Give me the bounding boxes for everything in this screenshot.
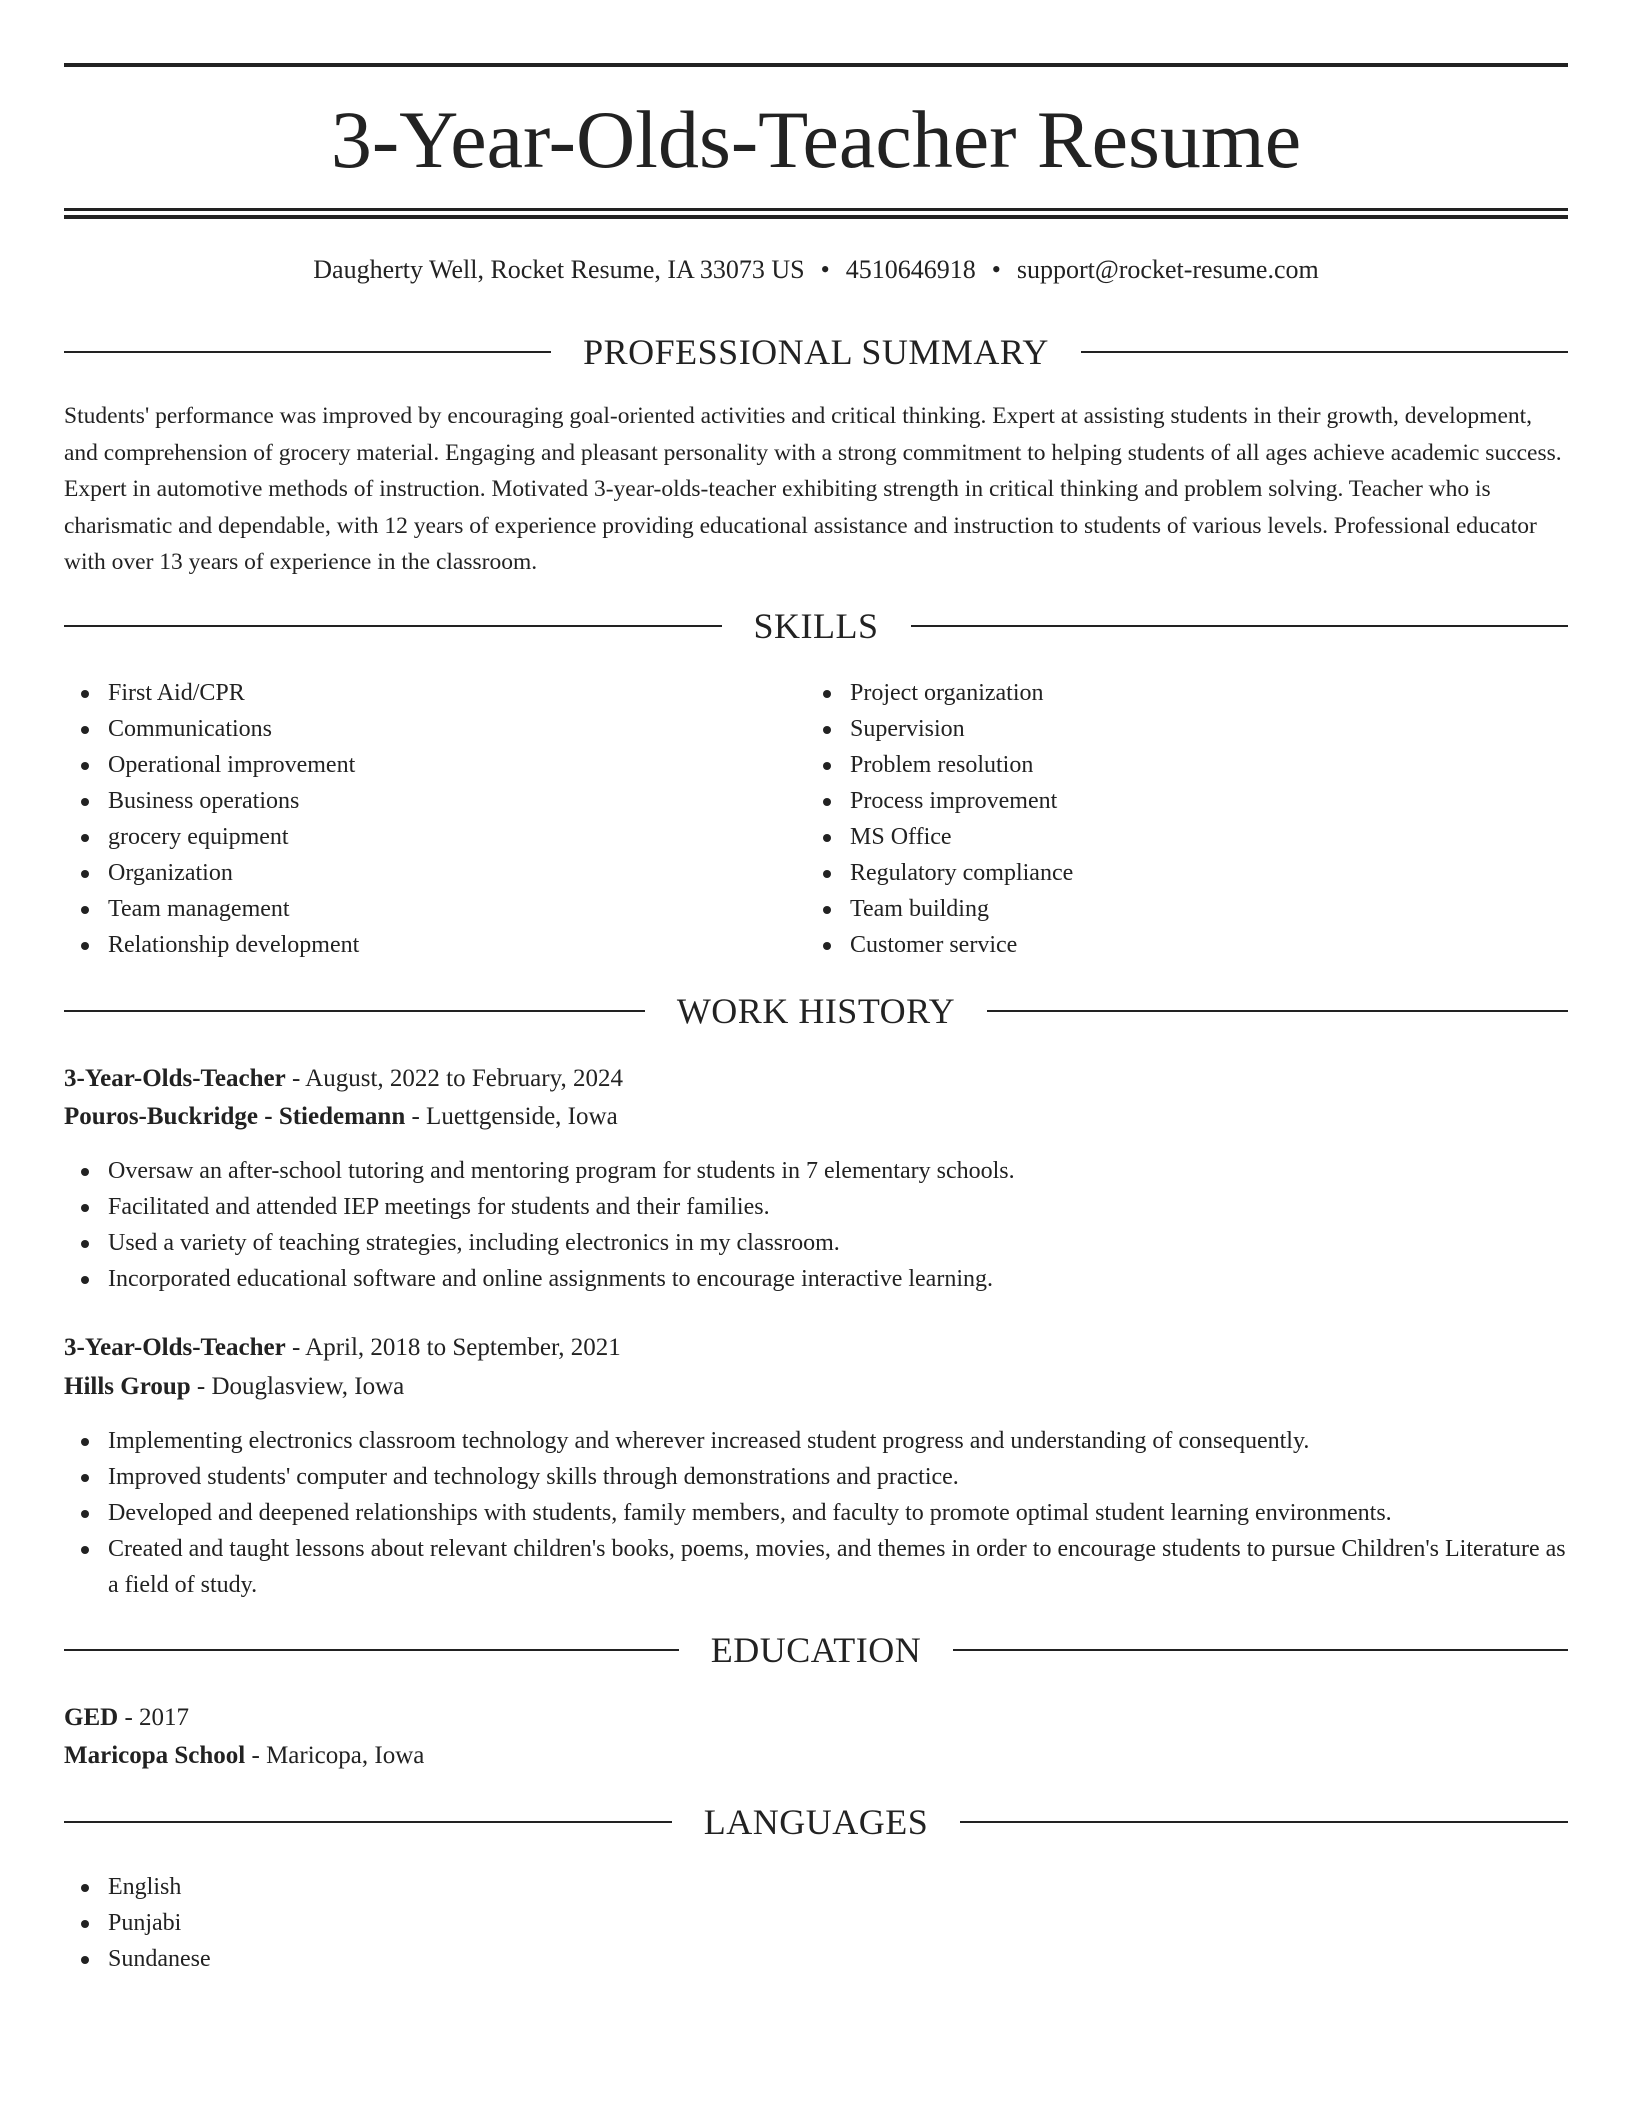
section-rule [64,625,722,627]
bullet-icon [823,834,831,842]
title-rule-upper [64,208,1568,211]
bullet-icon [81,1240,89,1248]
bullet-icon [81,798,89,806]
section-header-skills [64,604,1568,648]
section-rule [1081,351,1568,353]
skill-label: Team management [108,896,290,922]
bullet-icon [823,798,831,806]
bullet-icon [823,870,831,878]
skill-item [806,891,1506,927]
job-duty [64,1189,1568,1225]
skill-item [64,927,764,963]
bullet-icon [81,1920,89,1928]
bullet-icon [81,1276,89,1284]
bullet-icon [81,1884,89,1892]
resume-title: 3-Year-Olds-Teacher Resume [330,94,1302,185]
skill-item [64,783,764,819]
skill-label: First Aid/CPR [108,680,245,706]
section-header-languages [64,1800,1568,1844]
education-school: Maricopa School [64,1742,246,1769]
education-degree-line [64,1700,189,1736]
section-title-summary: PROFESSIONAL SUMMARY [583,332,1049,372]
language-item [64,1941,764,1977]
bullet-icon [81,942,89,950]
job-duty-text: Used a variety of teaching strategies, including electronics in my classroom. [108,1230,840,1256]
job-duty-text: Implementing electronics classroom technology and wherever increased student progress and understanding of consequently. [108,1428,1310,1454]
section-rule [64,1821,672,1823]
bullet-icon [81,690,89,698]
skill-item [64,855,764,891]
job-duty-text: Incorporated educational software and online assignments to encourage interactive learning. [108,1266,993,1292]
skill-label: Business operations [108,788,300,814]
bullet-icon [81,1546,89,1554]
contact-separator: • [820,255,830,284]
section-rule [987,1010,1568,1012]
skill-item [64,891,764,927]
job-location: - Luettgenside, Iowa [405,1103,618,1130]
job-duty-text: Developed and deepened relationships with students, family members, and faculty to promote optimal student learning environments. [108,1500,1392,1526]
skill-label: Operational improvement [108,752,356,778]
bullet-icon [81,1204,89,1212]
section-title-skills: SKILLS [753,606,879,646]
section-rule [64,1010,645,1012]
section-rule [64,351,551,353]
job-duty-text: Facilitated and attended IEP meetings for students and their families. [108,1194,770,1220]
skill-label: MS Office [850,824,952,850]
job-company: Hills Group [64,1373,191,1400]
section-title-education: EDUCATION [710,1630,922,1670]
skill-item [806,783,1506,819]
education-location: - Maricopa, Iowa [245,1742,425,1769]
skill-item [806,819,1506,855]
skill-label: Customer service [850,932,1018,958]
skill-item [806,747,1506,783]
job-company-line [64,1099,618,1135]
skill-item [806,927,1506,963]
bullet-icon [81,1438,89,1446]
skill-item [64,747,764,783]
job-title-line [64,1330,621,1366]
skill-item [64,819,764,855]
job-title-line [64,1061,623,1097]
bullet-icon [81,1168,89,1176]
bullet-icon [81,1510,89,1518]
job-duty [64,1495,1568,1531]
skill-label: Problem resolution [850,752,1034,778]
skill-label: Regulatory compliance [850,860,1074,886]
skill-label: Supervision [850,716,965,742]
bullet-icon [823,762,831,770]
job-location: - Douglasview, Iowa [190,1373,405,1400]
job-title: 3-Year-Olds-Teacher [64,1334,286,1361]
section-title-work: WORK HISTORY [676,991,956,1031]
skill-label: grocery equipment [108,824,289,850]
job-duty [64,1225,1568,1261]
bullet-icon [81,1956,89,1964]
job-dates: - April, 2018 to September, 2021 [285,1334,621,1361]
job-duty [64,1459,1568,1495]
bullet-icon [823,906,831,914]
section-rule [64,1649,679,1651]
skill-item [806,711,1506,747]
languages-list [64,1869,764,1977]
job-duty [64,1531,1568,1603]
skill-label: Team building [850,896,989,922]
contact-address: Daugherty Well, Rocket Resume, IA 33073 US [313,255,805,284]
job-duty-text: Created and taught lessons about relevant children's books, poems, movies, and themes in order to encourage students to pursue Children's Literature as a field of study. [108,1536,1566,1598]
language-label: English [108,1874,182,1900]
skill-item [806,675,1506,711]
skill-item [806,855,1506,891]
contact-phone: 4510646918 [845,255,976,284]
job-duty-text: Improved students' computer and technology skills through demonstrations and practice. [108,1464,959,1490]
skill-label: Communications [108,716,272,742]
section-rule [960,1821,1568,1823]
job-duty [64,1261,1568,1297]
contact-email: support@rocket-resume.com [1016,255,1319,284]
language-label: Sundanese [108,1946,211,1972]
skill-item [64,711,764,747]
section-rule [953,1649,1568,1651]
job-duty [64,1153,1568,1189]
contact-separator: • [991,255,1001,284]
job-dates: - August, 2022 to February, 2024 [285,1065,623,1092]
summary-text: Students' performance was improved by encouraging goal-oriented activities and critical thinking. Expert at assisting students in their growth, development, and comprehension of grocery material. Engaging and pleasant personality with a strong commitment to helping students of all ages achieve academic success. Expert in automotive methods of instruction. Motivated 3-year-olds-teacher exhibiting strength in critical thinking and problem solving. Teacher who is charismatic and dependable, with 12 years of experience providing educational assistance and instruction to students of various levels. Professional educator with over 13 years of experience in the classroom. [64,403,1562,575]
section-rule [911,625,1569,627]
contact-line [64,252,1568,288]
skill-label: Process improvement [850,788,1058,814]
title-rule-lower [64,215,1568,219]
skill-label: Project organization [850,680,1044,706]
bullet-icon [81,726,89,734]
skill-label: Relationship development [108,932,360,958]
bullet-icon [823,942,831,950]
job-duty [64,1423,1568,1459]
section-header-work [64,989,1568,1033]
job-duties-list [64,1423,1568,1603]
bullet-icon [81,834,89,842]
job-company-line [64,1369,404,1405]
bullet-icon [81,906,89,914]
education-degree: GED [64,1704,119,1731]
bullet-icon [81,1474,89,1482]
job-title: 3-Year-Olds-Teacher [64,1065,286,1092]
bullet-icon [823,690,831,698]
skills-list-right [806,675,1506,963]
skill-label: Organization [108,860,233,886]
job-company: Pouros-Buckridge - Stiedemann [64,1103,406,1130]
language-item [64,1905,764,1941]
bullet-icon [81,870,89,878]
section-header-education [64,1628,1568,1672]
top-rule [64,63,1568,67]
bullet-icon [81,762,89,770]
section-title-languages: LANGUAGES [703,1802,929,1842]
bullet-icon [823,726,831,734]
job-duties-list [64,1153,1568,1297]
skill-item [64,675,764,711]
education-school-line [64,1738,424,1774]
section-header-summary [64,330,1568,374]
job-duty-text: Oversaw an after-school tutoring and mentoring program for students in 7 elementary schools. [108,1158,1015,1184]
language-item [64,1869,764,1905]
language-label: Punjabi [108,1910,182,1936]
skills-list-left [64,675,764,963]
education-year: - 2017 [118,1704,190,1731]
